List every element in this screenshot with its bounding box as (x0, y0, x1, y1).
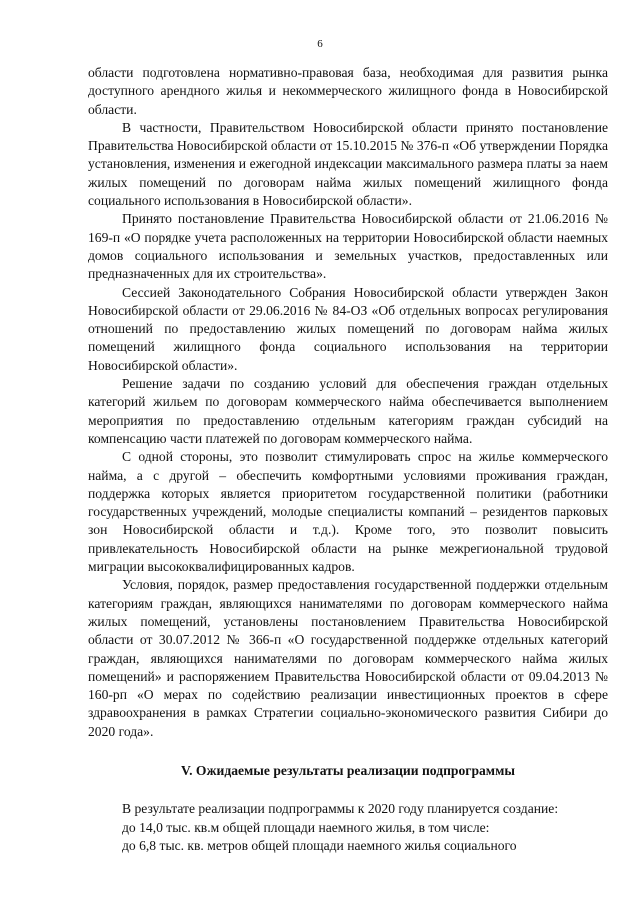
section-heading: V. Ожидаемые результаты реализации подпрограммы (181, 762, 515, 778)
paragraph-demand-stimulation: С одной стороны, это позволит стимулировать спрос на жилье коммерческого найма, а с другой – обеспечить комфортными условиями проживания граждан, поддержка которых является приоритетом государственной политики (работники государственных учреждений, молодые специалисты компаний – резидентов парковых зон Новосибирской области и т.д.). Кроме того, это позволит повысить привлекательность Новосибирской области на рынке межрегиональной трудовой миграции высококвалифицированных кадров. (88, 449, 608, 575)
paragraph-law-84: Сессией Законодательного Собрания Новосибирской области утвержден Закон Новосибирской области от 29.06.2016 № 84-ОЗ «Об отдельных вопросах регулирования отношений по предоставлению жилых помещений по договорам найма жилых помещений жилищного фонда социального использования на территории Новосибирской области». (88, 284, 608, 373)
paragraph-state-support-conditions: Условия, порядок, размер предоставления государственной поддержки отдельным категориям граждан, являющихся нанимателями по договорам коммерческого найма жилых помещений, установлены постановлением Правительства Новосибирской области от 30.07.2012 № 366-п «О государственной поддержке отдельных категорий граждан, являющихся нанимателями по договорам коммерческого найма жилых помещений» и распоряжением Правительства Новосибирской области от 09.04.2013 № 160-рп «О мерах по содействию реализации инвестиционных проектов в сфере здравоохранения в рамках Стратегии социально-экономического развития Сибири до 2020 года». (88, 577, 608, 739)
page-number: 6 (317, 38, 323, 50)
results-line-total-area: до 14,0 тыс. кв.м общей площади наемного жилья, в том числе: (122, 819, 490, 835)
results-line-social-area: до 6,8 тыс. кв. метров общей площади наемного жилья социального (122, 837, 517, 853)
paragraph-commercial-rent-subsidies: Решение задачи по созданию условий для обеспечения граждан отдельных категорий жильем по договорам коммерческого найма обеспечивается выполнением мероприятия по предоставлению отдельным категориям граждан субсидий на компенсацию части платежей по договорам коммерческого найма. (88, 376, 608, 446)
results-intro: В результате реализации подпрограммы к 2020 году планируется создание: (122, 801, 559, 817)
document-body (88, 64, 608, 855)
paragraph-intro-continuation: области подготовлена нормативно-правовая база, необходимая для развития рынка доступного арендного жилья и некоммерческого жилищного фонда в Новосибирской области. (88, 65, 608, 117)
paragraph-resolution-376: В частности, Правительством Новосибирской области принято постановление Правительства Новосибирской области от 15.10.2015 № 376-п «Об утверждении Порядка установления, изменения и ежегодной индексации максимального размера платы за наем жилых помещений по договорам найма жилых помещений жилищного фонда социального использования в Новосибирской области». (88, 119, 608, 209)
paragraph-resolution-169: Принято постановление Правительства Новосибирской области от 21.06.2016 № 169-п «О порядке учета расположенных на территории Новосибирской области наемных домов социального использования и земельных участков, предоставленных или предназначенных для их строительства». (88, 211, 608, 282)
